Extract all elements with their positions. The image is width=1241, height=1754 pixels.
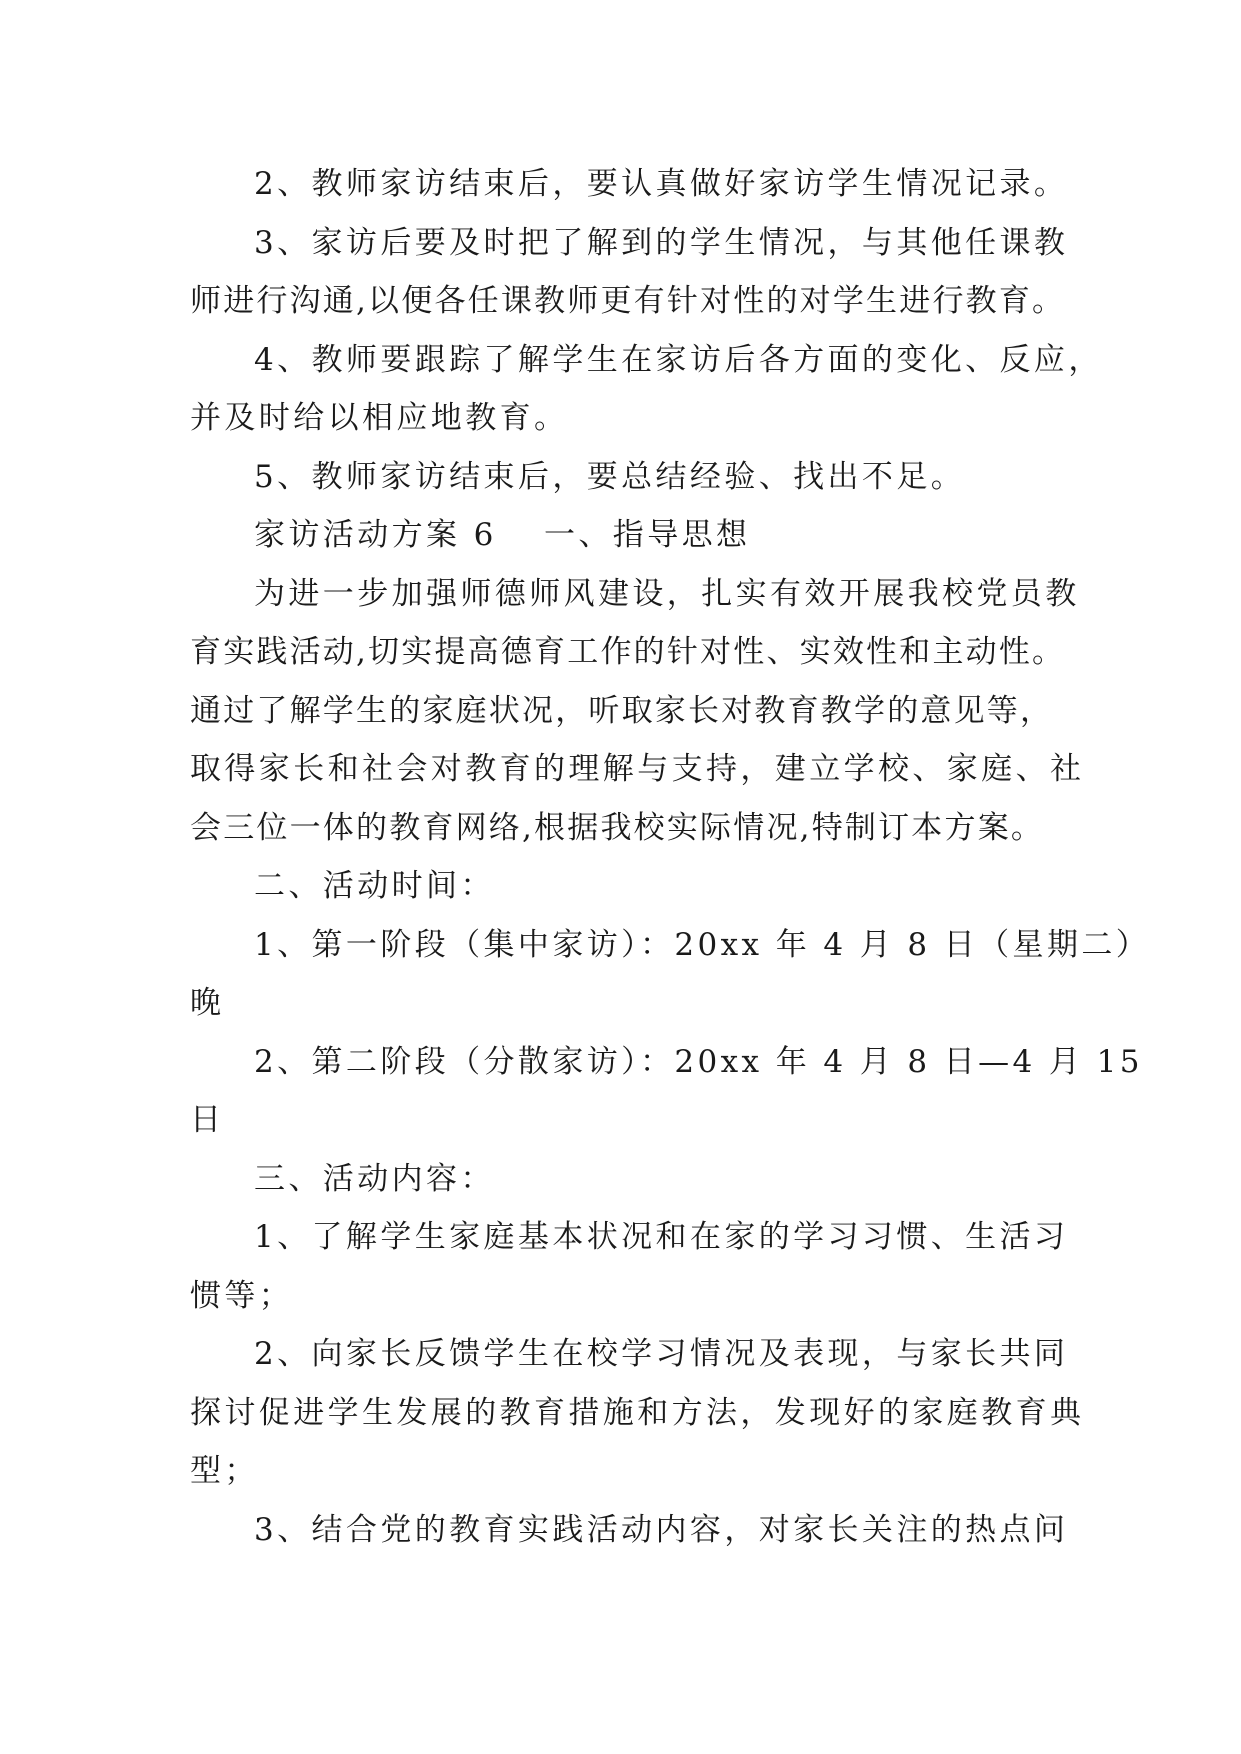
paragraph-line: 为进一步加强师德师风建设，扎实有效开展我校党员教 (254, 576, 1080, 612)
paragraph-line: 探讨促进学生发展的教育措施和方法，发现好的家庭教育典 (190, 1395, 1085, 1431)
paragraph-line: 惯等； (190, 1278, 294, 1314)
paragraph-line: 2、第二阶段（分散家访）：20xx 年 4 月 8 日—4 月 15 (254, 1044, 1143, 1080)
plan-title: 家访活动方案 6 (254, 517, 497, 553)
paragraph-line: 2、教师家访结束后，要认真做好家访学生情况记录。 (254, 166, 1069, 202)
paragraph-line: 日 (190, 1102, 225, 1138)
section-heading (254, 515, 751, 555)
paragraph-line: 师进行沟通,以便各任课教师更有针对性的对学生进行教育。 (190, 283, 1066, 319)
paragraph-line: 取得家长和社会对教育的理解与支持，建立学校、家庭、社 (190, 751, 1085, 787)
paragraph-line: 5、教师家访结束后，要总结经验、找出不足。 (254, 459, 966, 495)
paragraph-line: 3、结合党的教育实践活动内容，对家长关注的热点问 (254, 1512, 1069, 1548)
paragraph-line: 晚 (190, 985, 225, 1021)
paragraph-line: 4、教师要跟踪了解学生在家访后各方面的变化、反应， (254, 342, 1103, 378)
paragraph-line: 1、第一阶段（集中家访）：20xx 年 4 月 8 日（星期二） (254, 927, 1151, 963)
paragraph-line: 二、活动时间： (254, 868, 495, 904)
paragraph-line: 通过了解学生的家庭状况，听取家长对教育教学的意见等， (190, 693, 1054, 729)
paragraph-line: 三、活动内容： (254, 1161, 495, 1197)
paragraph-line: 会三位一体的教育网络,根据我校实际情况,特制订本方案。 (190, 810, 1045, 846)
paragraph-line: 型； (190, 1453, 259, 1489)
paragraph-line: 并及时给以相应地教育。 (190, 400, 569, 436)
section-title: 一、指导思想 (544, 517, 751, 553)
paragraph-line: 3、家访后要及时把了解到的学生情况，与其他任课教 (254, 225, 1069, 261)
paragraph-line: 1、了解学生家庭基本状况和在家的学习习惯、生活习 (254, 1219, 1069, 1255)
paragraph-line: 育实践活动,切实提高德育工作的针对性、实效性和主动性。 (190, 634, 1066, 670)
paragraph-line: 2、向家长反馈学生在校学习情况及表现，与家长共同 (254, 1336, 1069, 1372)
